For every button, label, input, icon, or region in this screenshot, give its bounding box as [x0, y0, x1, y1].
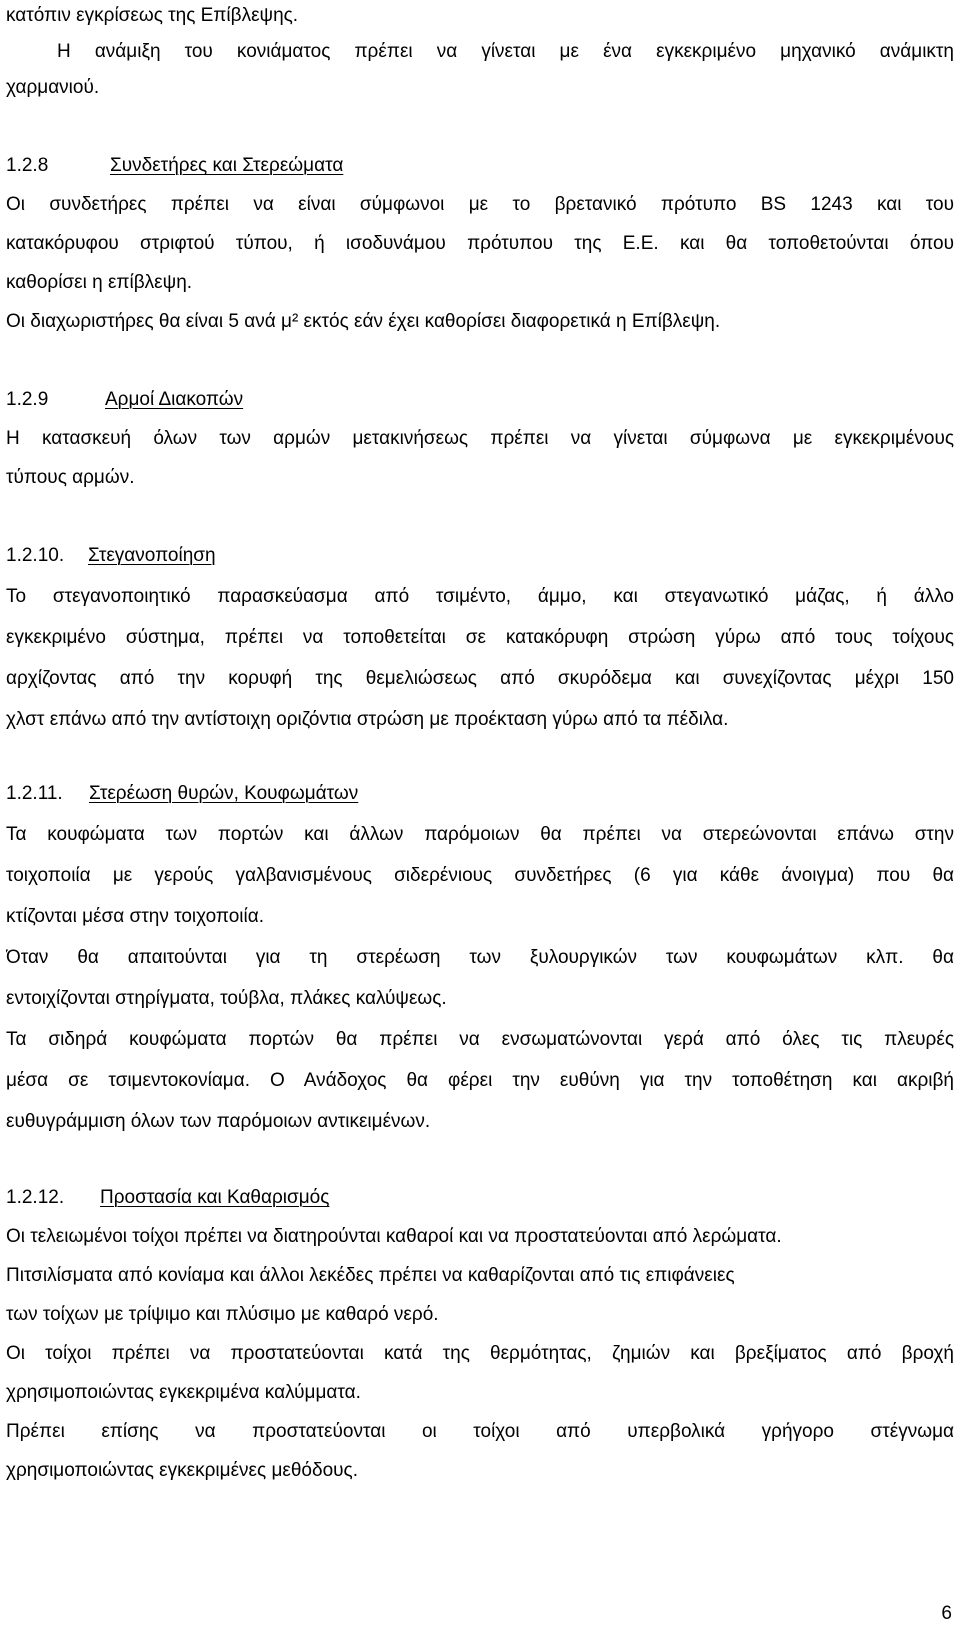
- intro-line-1: κατόπιν εγκρίσεως της Επίβλεψης.: [6, 5, 299, 26]
- intro-line-2: Η ανάμιξη του κονιάματος πρέπει να γίνεται με ένα εγκεκριμένο μηχανικό ανάμικτη: [57, 41, 954, 62]
- paragraph-line: εγκεκριμένο σύστημα, πρέπει να τοποθετείται σε κατακόρυφη στρώση γύρω από τους τοίχους: [6, 627, 954, 648]
- paragraph-line: των τοίχων με τρίψιμο και πλύσιμο με καθαρό νερό.: [6, 1304, 439, 1325]
- paragraph-line: κτίζονται μέσα στην τοιχοποιία.: [6, 906, 265, 927]
- paragraph-line: ευθυγράμμιση όλων των παρόμοιων αντικειμένων.: [6, 1111, 431, 1132]
- section-title: Συνδετήρες και Στερεώματα: [110, 155, 344, 176]
- section-heading: [6, 544, 954, 568]
- paragraph-line: τοιχοποιία με γερούς γαλβανισμένους σιδερένιους συνδετήρες (6 για κάθε άνοιγμα) που θα: [6, 865, 954, 886]
- section-heading: [6, 1186, 954, 1210]
- section-heading: [6, 154, 954, 178]
- section-number: 1.2.11.: [6, 783, 63, 804]
- section-title: Αρμοί Διακοπών: [105, 389, 244, 410]
- paragraph-line: μέσα σε τσιμεντοκονίαμα. Ο Ανάδοχος θα φέρει την ευθύνη για την τοποθέτηση και ακριβή: [6, 1070, 954, 1091]
- page-number: 6: [941, 1603, 952, 1624]
- section-number: 1.2.8: [6, 155, 49, 176]
- paragraph-line: χρησιμοποιώντας εγκεκριμένα καλύμματα.: [6, 1382, 361, 1403]
- paragraph-line: εντοιχίζονται στηρίγματα, τούβλα, πλάκες καλύψεως.: [6, 988, 447, 1009]
- section-number: 1.2.10.: [6, 545, 65, 566]
- section-title: Στερέωση θυρών, Κουφωμάτων: [89, 783, 359, 804]
- section-title: Προστασία και Καθαρισμός: [100, 1187, 330, 1208]
- paragraph-line: χρησιμοποιώντας εγκεκριμένες μεθόδους.: [6, 1460, 358, 1481]
- section-heading: [6, 782, 954, 806]
- paragraph-line: Όταν θα απαιτούνται για τη στερέωση των ξυλουργικών των κουφωμάτων κλπ. θα: [6, 947, 954, 968]
- paragraph-line: χλστ επάνω από την αντίστοιχη οριζόντια στρώση με προέκταση γύρω από τα πέδιλα.: [6, 709, 729, 730]
- section-title: Στεγανοποίηση: [88, 545, 216, 566]
- section-heading: [6, 388, 954, 412]
- paragraph-line: καθορίσει η επίβλεψη.: [6, 272, 193, 293]
- paragraph-line: Η κατασκευή όλων των αρμών μετακινήσεως πρέπει να γίνεται σύμφωνα με εγκεκριμένους: [6, 428, 954, 449]
- paragraph-line: Οι τοίχοι πρέπει να προστατεύονται κατά της θερμότητας, ζημιών και βρεξίματος από βροχή: [6, 1343, 954, 1364]
- section-number: 1.2.12.: [6, 1187, 65, 1208]
- intro-line-3: χαρμανιού.: [6, 77, 100, 98]
- paragraph-line: Τα σιδηρά κουφώματα πορτών θα πρέπει να ενσωματώνονται γερά από όλες τις πλευρές: [6, 1029, 954, 1050]
- paragraph-line: Οι διαχωριστήρες θα είναι 5 ανά μ² εκτός εάν έχει καθορίσει διαφορετικά η Επίβλεψη.: [6, 311, 721, 332]
- section-number: 1.2.9: [6, 389, 49, 410]
- paragraph-line: Οι τελειωμένοι τοίχοι πρέπει να διατηρούνται καθαροί και να προστατεύονται από λερώματα.: [6, 1226, 782, 1247]
- paragraph-line: Τα κουφώματα των πορτών και άλλων παρόμοιων θα πρέπει να στερεώνονται επάνω στην: [6, 824, 954, 845]
- paragraph-line: αρχίζοντας από την κορυφή της θεμελιώσεως από σκυρόδεμα και συνεχίζοντας μέχρι 150: [6, 668, 954, 689]
- paragraph-line: Οι συνδετήρες πρέπει να είναι σύμφωνοι με το βρετανικό πρότυπο BS 1243 και του: [6, 194, 954, 215]
- paragraph-line: Το στεγανοποιητικό παρασκεύασμα από τσιμέντο, άμμο, και στεγανωτικό μάζας, ή άλλο: [6, 586, 954, 607]
- paragraph-line: κατακόρυφου στριφτού τύπου, ή ισοδυνάμου πρότυπου της Ε.Ε. και θα τοποθετούνται όπου: [6, 233, 954, 254]
- paragraph-line: Πιτσιλίσματα από κονίαμα και άλλοι λεκέδες πρέπει να καθαρίζονται από τις επιφάνειες: [6, 1265, 735, 1286]
- paragraph-line: Πρέπει επίσης να προστατεύονται οι τοίχοι από υπερβολικά γρήγορο στέγνωμα: [6, 1421, 954, 1442]
- paragraph-line: τύπους αρμών.: [6, 467, 135, 488]
